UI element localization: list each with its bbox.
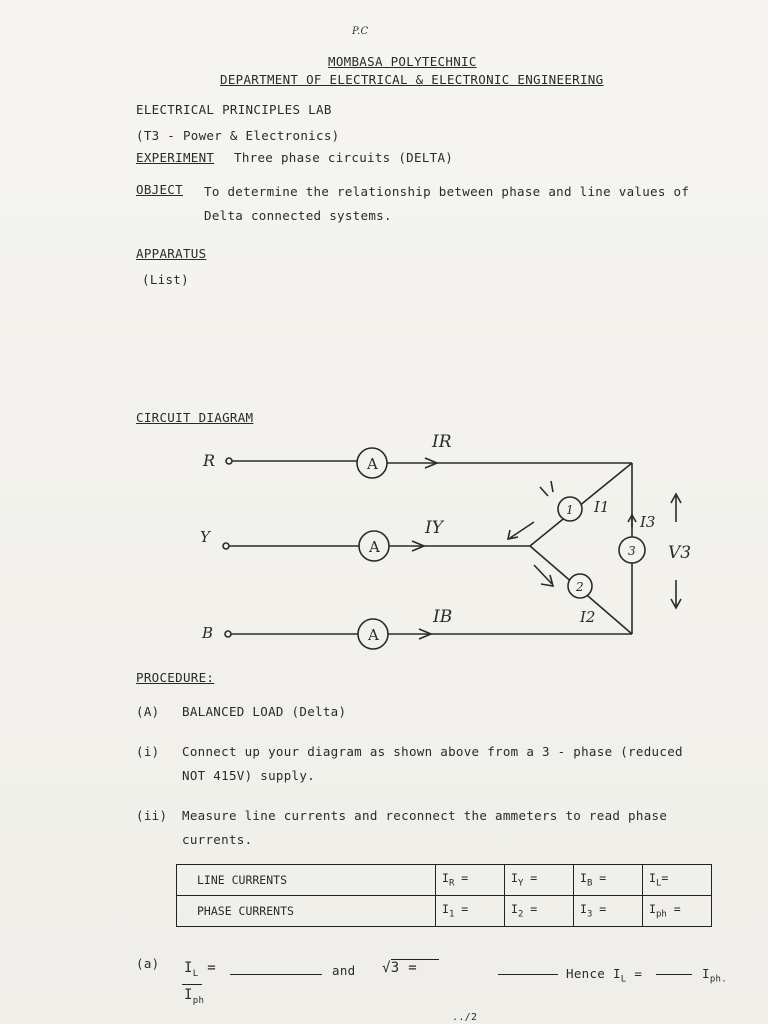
corner-mark: P.C [352,26,369,37]
formula-iph: $I_{ph.}$ [702,966,727,985]
ammeter-b-label: A [368,626,379,644]
procedure-label: PROCEDURE: [136,670,215,685]
circuit-diagram-label: CIRCUIT DIAGRAM [136,410,254,425]
cell-ib[interactable]: $I_B$ = [574,865,643,896]
step-ii-line-1: Measure line currents and reconnect the ammeters to read phase [182,808,668,823]
current-i3: I3 [640,513,656,531]
cell-iph[interactable]: $I_{ph}$ = [643,896,712,927]
step-a-text: BALANCED LOAD (Delta) [182,704,347,719]
cell-ir[interactable]: $I_R$ = [436,865,505,896]
load-3-label: 3 [628,544,636,558]
step-i-line-1: Connect up your diagram as shown above from a 3 - phase (reduced [182,744,683,759]
lab-title: ELECTRICAL PRINCIPLES LAB [136,102,332,117]
formula-and: and [332,963,356,978]
formula-hence: Hence $I_L$ = [566,966,643,985]
page-continuation: ../2 [452,1012,478,1023]
object-line-1: To determine the relationship between phase and line values of [204,184,690,199]
apparatus-label: APPARATUS [136,246,207,261]
current-i1: I1 [594,498,610,516]
cell-i3[interactable]: $I_3$ = [574,896,643,927]
department-title: DEPARTMENT OF ELECTRICAL & ELECTRONIC ENGINEERING [220,72,604,87]
results-table [176,864,712,927]
experiment-label: EXPERIMENT [136,150,215,165]
formula-numerator: $I_L$ = [184,960,216,979]
experiment-value: Three phase circuits (DELTA) [234,150,454,165]
object-label: OBJECT [136,182,183,197]
current-ib: IB [433,607,453,627]
cell-i1[interactable]: $I_1$ = [436,896,505,927]
formula-root: √3 = [382,960,439,976]
course-code: (T3 - Power & Electronics) [136,128,340,143]
object-line-2: Delta connected systems. [204,208,392,223]
current-ir: IR [432,432,452,452]
load-2-label: 2 [576,580,584,594]
table-row-line-currents [177,865,712,896]
line-label-y: Y [200,528,210,546]
table-row-phase-currents [177,896,712,927]
row-label-line: LINE CURRENTS [177,865,436,896]
answer-blank-1[interactable] [230,974,322,975]
cell-iy[interactable]: $I_Y$ = [505,865,574,896]
step-ii-marker: (ii) [136,808,168,823]
terminal-b [225,631,231,637]
row-label-phase: PHASE CURRENTS [177,896,436,927]
step-i-marker: (i) [136,744,160,759]
cell-i2[interactable]: $I_2$ = [505,896,574,927]
current-i2: I2 [580,608,596,626]
voltage-v3: V3 [668,543,692,563]
current-iy: IY [425,518,443,538]
answer-blank-3[interactable] [656,974,692,975]
answer-blank-2[interactable] [498,974,558,975]
line-label-b: B [202,624,214,642]
fraction-bar [182,984,202,985]
formula-marker: (a) [136,956,160,971]
ammeter-y-label: A [369,538,380,556]
load-1-label: 1 [566,503,574,517]
terminal-y [223,543,229,549]
ammeter-r-label: A [367,455,378,473]
institution-title: MOMBASA POLYTECHNIC [328,54,477,69]
apparatus-value: (List) [142,272,189,287]
step-ii-line-2: currents. [182,832,253,847]
cell-il[interactable]: $I_L=$ [643,865,712,896]
step-a-marker: (A) [136,704,160,719]
line-label-r: R [203,451,216,470]
step-i-line-2: NOT 415V) supply. [182,768,316,783]
terminal-r [226,458,232,464]
formula-denominator: $I_{ph}$ [184,987,205,1006]
